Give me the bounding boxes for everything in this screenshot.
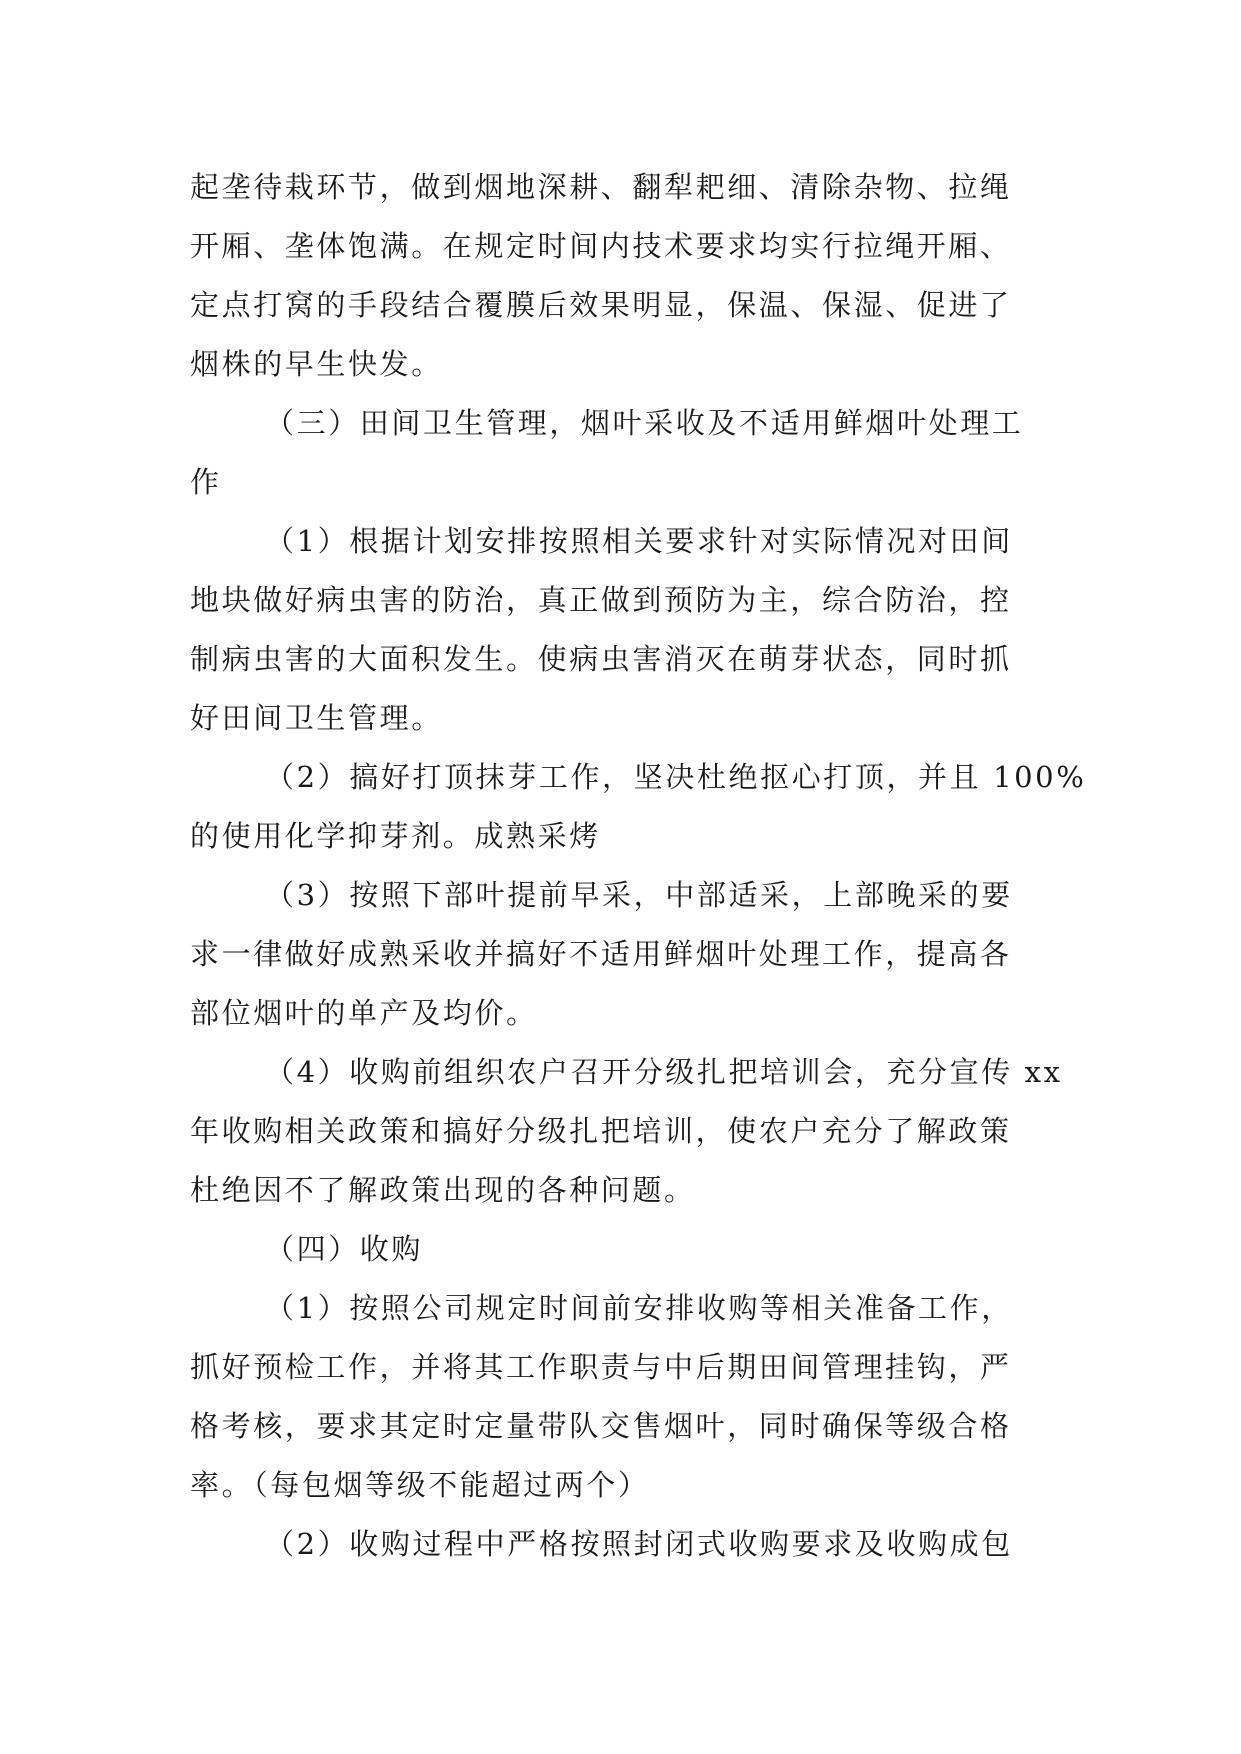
text-line: （1）按照公司规定时间前安排收购等相关准备工作， [265,1291,1013,1325]
text-line: 杜绝因不了解政策出现的各种问题。 [190,1173,696,1207]
text-line: （2）收购过程中严格按照封闭式收购要求及收购成包 [265,1527,1013,1561]
text-line: 定点打窝的手段结合覆膜后效果明显，保温、保湿、促进了 [190,288,1012,322]
text-line: 开厢、垄体饱满。在规定时间内技术要求均实行拉绳开厢、 [190,229,1012,263]
text-line: 烟株的早生快发。 [190,347,443,381]
text-line: （4）收购前组织农户召开分级扎把培训会，充分宣传 xx [265,1055,1063,1089]
text-line: 作 [190,465,222,499]
section-heading-3: （三）田间卫生管理，烟叶采收及不适用鲜烟叶处理工 [265,406,1024,440]
text-line: 部位烟叶的单产及均价。 [190,996,538,1030]
text-line: 抓好预检工作，并将其工作职责与中后期田间管理挂钩，严 [190,1350,1012,1384]
text-line: 好田间卫生管理。 [190,701,443,735]
section-heading-4: （四）收购 [265,1232,424,1266]
text-line: 地块做好病虫害的防治，真正做到预防为主，综合防治，控 [190,583,1012,617]
text-line: （1）根据计划安排按照相关要求针对实际情况对田间 [265,524,1013,558]
text-line: 的使用化学抑芽剂。成熟采烤 [190,819,601,853]
text-line: 制病虫害的大面积发生。使病虫害消灭在萌芽状态，同时抓 [190,642,1012,676]
text-line: 年收购相关政策和搞好分级扎把培训，使农户充分了解政策 [190,1114,1012,1148]
text-line: 率。（每包烟等级不能超过两个） [190,1468,650,1502]
text-line: 格考核，要求其定时定量带队交售烟叶，同时确保等级合格 [190,1409,1012,1443]
document-page [190,158,1087,1574]
text-line: 起垄待栽环节，做到烟地深耕、翻犁耙细、清除杂物、拉绳 [190,170,1012,204]
text-line: （2）搞好打顶抹芽工作，坚决杜绝抠心打顶，并且 100% [265,760,1087,794]
text-line: 求一律做好成熟采收并搞好不适用鲜烟叶处理工作，提高各 [190,937,1012,971]
text-line: （3）按照下部叶提前早采，中部适采，上部晚采的要 [265,878,1013,912]
